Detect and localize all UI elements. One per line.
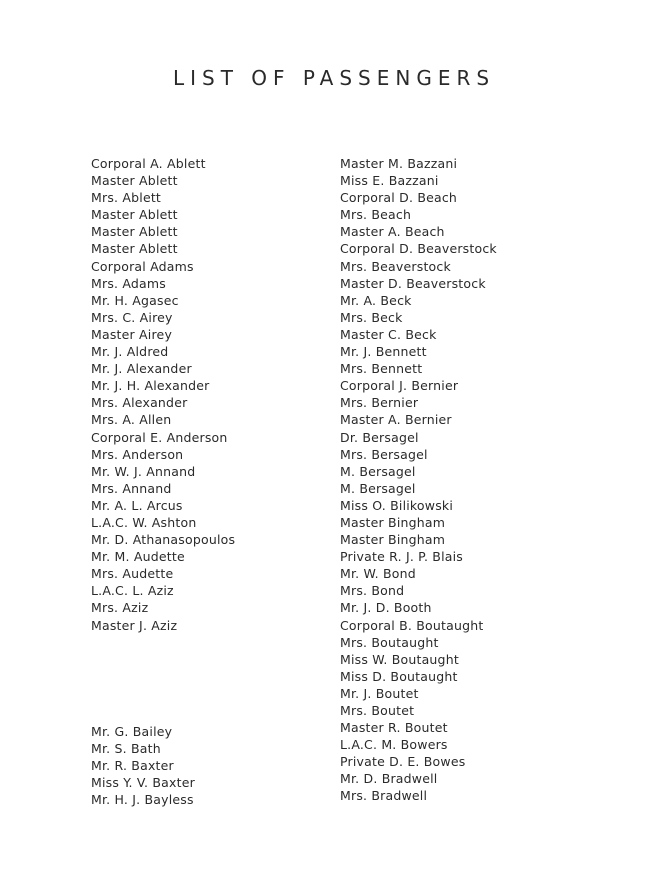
passenger-entry: Corporal D. Beach: [340, 190, 458, 206]
passenger-list-left-upper: [91, 155, 235, 634]
passenger-entry: Mrs. Ablett: [91, 190, 162, 206]
passenger-entry: Master C. Beck: [340, 326, 437, 342]
passenger-entry: Mr. R. Baxter: [91, 758, 174, 774]
passenger-entry: Master M. Bazzani: [340, 156, 458, 171]
passenger-entry: Corporal E. Anderson: [91, 429, 228, 445]
passenger-entry: Mrs. Annand: [91, 480, 172, 496]
passenger-entry: Mrs. Bradwell: [340, 788, 428, 804]
passenger-entry: Miss Y. V. Baxter: [91, 775, 195, 791]
passenger-entry: Mr. A. L. Arcus: [91, 497, 183, 513]
passenger-entry: M. Bersagel: [340, 480, 416, 496]
passenger-entry: Mr. J. Aldred: [91, 344, 169, 360]
passenger-entry: Mrs. Beaverstock: [340, 258, 451, 274]
passenger-entry: Mrs. A. Allen: [91, 412, 172, 428]
page-title: LIST OF PASSENGERS: [172, 66, 496, 90]
passenger-entry: Mrs. Beck: [340, 309, 403, 325]
passenger-entry: Master R. Boutet: [340, 720, 448, 736]
passenger-entry: Corporal B. Boutaught: [340, 617, 484, 633]
passenger-entry: Mrs. Bernier: [340, 395, 419, 411]
passenger-entry: Miss D. Boutaught: [340, 668, 458, 684]
passenger-entry: Mr. J. Alexander: [91, 361, 192, 377]
passenger-entry: Mr. S. Bath: [91, 741, 161, 757]
passenger-entry: Corporal Adams: [91, 258, 194, 274]
passenger-entry: Mr. J. H. Alexander: [91, 378, 210, 394]
passenger-entry: M. Bersagel: [340, 463, 416, 479]
passenger-entry: Private R. J. P. Blais: [340, 549, 464, 565]
passenger-entry: Master A. Beach: [340, 224, 445, 240]
passenger-entry: Master Airey: [91, 326, 173, 342]
passenger-entry: Mr. D. Athanasopoulos: [91, 532, 236, 548]
passenger-entry: Mr. J. Boutet: [340, 685, 419, 701]
passenger-entry: Master Ablett: [91, 173, 178, 189]
passenger-entry: Corporal D. Beaverstock: [340, 241, 497, 257]
passenger-entry: Mr. G. Bailey: [91, 724, 173, 739]
passenger-entry: Mrs. Bersagel: [340, 446, 428, 462]
passenger-entry: Miss E. Bazzani: [340, 173, 439, 189]
passenger-entry: Master D. Beaverstock: [340, 275, 486, 291]
passenger-entry: Mrs. Bond: [340, 583, 405, 599]
passenger-entry: Miss O. Bilikowski: [340, 497, 454, 513]
passenger-entry: Mr. H. Agasec: [91, 292, 179, 308]
passenger-entry: Mrs. Audette: [91, 566, 174, 582]
passenger-list-left-lower: [91, 723, 195, 808]
passenger-entry: L.A.C. M. Bowers: [340, 737, 448, 753]
passenger-entry: Dr. Bersagel: [340, 429, 419, 445]
passenger-entry: Master A. Bernier: [340, 412, 452, 428]
passenger-entry: Master Bingham: [340, 532, 446, 548]
passenger-entry: L.A.C. W. Ashton: [91, 514, 197, 530]
passenger-entry: Mr. A. Beck: [340, 292, 412, 308]
passenger-entry: Mr. J. Bennett: [340, 344, 427, 360]
passenger-entry: Mr. H. J. Bayless: [91, 792, 194, 808]
passenger-entry: Master Ablett: [91, 224, 178, 240]
passenger-entry: Mrs. C. Airey: [91, 309, 173, 325]
passenger-entry: Mr. W. Bond: [340, 566, 416, 582]
passenger-entry: Private D. E. Bowes: [340, 754, 466, 770]
passenger-entry: Mrs. Adams: [91, 275, 166, 291]
passenger-entry: Mrs. Aziz: [91, 600, 149, 616]
passenger-entry: Master Ablett: [91, 241, 178, 257]
passenger-entry: Mrs. Bennett: [340, 361, 423, 377]
passenger-entry: L.A.C. L. Aziz: [91, 583, 174, 599]
passenger-entry: Corporal J. Bernier: [340, 378, 459, 394]
passenger-entry: Mr. W. J. Annand: [91, 463, 196, 479]
passenger-entry: Master J. Aziz: [91, 617, 178, 633]
passenger-entry: Mr. J. D. Booth: [340, 600, 432, 616]
passenger-list-right: [340, 155, 497, 805]
passenger-entry: Mrs. Boutet: [340, 703, 415, 718]
passenger-entry: Master Ablett: [91, 207, 178, 223]
passenger-entry: Corporal A. Ablett: [91, 156, 206, 171]
passenger-entry: Mrs. Beach: [340, 207, 412, 223]
passenger-entry: Mrs. Alexander: [91, 395, 188, 411]
passenger-entry: Mrs. Boutaught: [340, 634, 439, 650]
passenger-entry: Mr. D. Bradwell: [340, 771, 438, 787]
passenger-entry: Master Bingham: [340, 514, 446, 530]
passenger-entry: Mrs. Anderson: [91, 446, 184, 462]
passenger-entry: Mr. M. Audette: [91, 549, 185, 565]
passenger-entry: Miss W. Boutaught: [340, 651, 459, 667]
